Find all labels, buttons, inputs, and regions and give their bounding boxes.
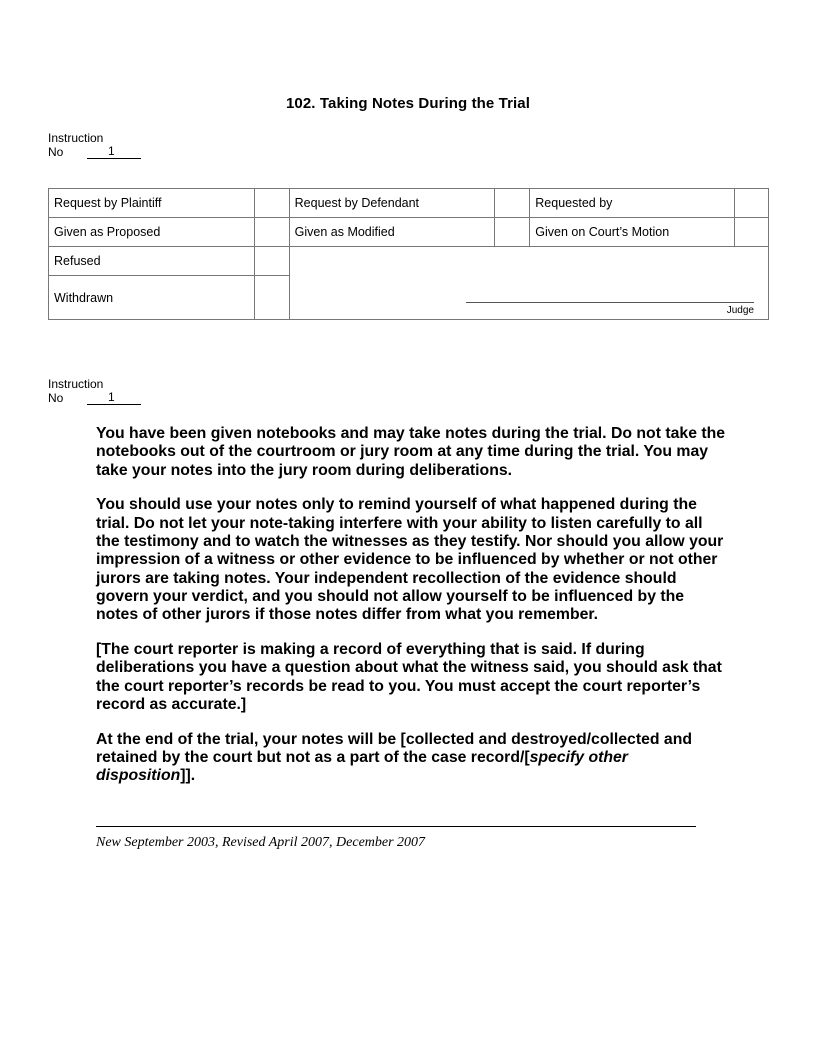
no-label: No (48, 391, 64, 405)
request-by-defendant-checkbox[interactable] (495, 189, 530, 218)
given-as-modified-checkbox[interactable] (495, 218, 530, 247)
withdrawn-checkbox[interactable] (254, 276, 289, 320)
given-as-modified-label: Given as Modified (289, 218, 495, 247)
paragraph-4-italic: specify other disposition (96, 748, 628, 785)
instruction-number-block-top (48, 131, 141, 159)
instruction-disposition-form (48, 188, 769, 320)
instruction-paragraph-2: You should use your notes only to remind yourself of what happened during the trial. Do not let your note-taking interfere with your ability to listen carefully to all the testimony and to watch the witnesses as they testify. Nor should you allow your impression of a witness or other evidence to be influenced by whether or not other jurors are taking notes. Your independent recollection of the evidence should govern your verdict, and you should not allow yourself to be influenced by the notes of other jurors if those notes differ from what you remember. (96, 496, 724, 624)
given-on-courts-motion-checkbox[interactable] (735, 218, 769, 247)
request-by-plaintiff-checkbox[interactable] (254, 189, 289, 218)
instruction-number-field[interactable]: 1 (87, 391, 141, 405)
given-on-courts-motion-label: Given on Court’s Motion (530, 218, 735, 247)
judge-signature-line[interactable] (466, 302, 754, 303)
request-by-defendant-label: Request by Defendant (289, 189, 495, 218)
withdrawn-label: Withdrawn (49, 276, 255, 320)
instruction-number-block-bottom (48, 377, 141, 405)
instruction-body (96, 425, 726, 802)
request-by-plaintiff-label: Request by Plaintiff (49, 189, 255, 218)
given-as-proposed-checkbox[interactable] (254, 218, 289, 247)
instruction-number-field[interactable]: 1 (87, 145, 141, 159)
page-title: 102. Taking Notes During the Trial (285, 95, 530, 112)
judge-label: Judge (726, 305, 754, 316)
judge-signature-area (289, 247, 768, 320)
instruction-paragraph-3: [The court reporter is making a record of everything that is said. If during deliberations you have a question about what the witness said, you should ask that the court reporter’s records be read to you. You must accept the court reporter’s record as accurate.] (96, 640, 722, 713)
instruction-label: Instruction (48, 377, 104, 391)
refused-checkbox[interactable] (254, 247, 289, 276)
given-as-proposed-label: Given as Proposed (49, 218, 255, 247)
no-label: No (48, 145, 64, 159)
paragraph-4-end: ]]. (180, 767, 196, 785)
requested-by-checkbox[interactable] (735, 189, 769, 218)
revision-history: New September 2003, Revised April 2007, December 2007 (96, 835, 426, 850)
requested-by-label: Requested by (530, 189, 735, 218)
instruction-label: Instruction (48, 131, 104, 145)
refused-label: Refused (49, 247, 255, 276)
instruction-paragraph-1: You have been given notebooks and may take notes during the trial. Do not take the notebooks out of the courtroom or jury room at any time during the trial. You may take your notes into the jury room during deliberations. (96, 425, 726, 479)
divider (96, 826, 696, 827)
paragraph-4-text: At the end of the trial, your notes will be [collected and destroyed/collected and retained by the court but not as a part of the case record/[ (96, 730, 692, 766)
instruction-paragraph-4 (96, 731, 726, 786)
